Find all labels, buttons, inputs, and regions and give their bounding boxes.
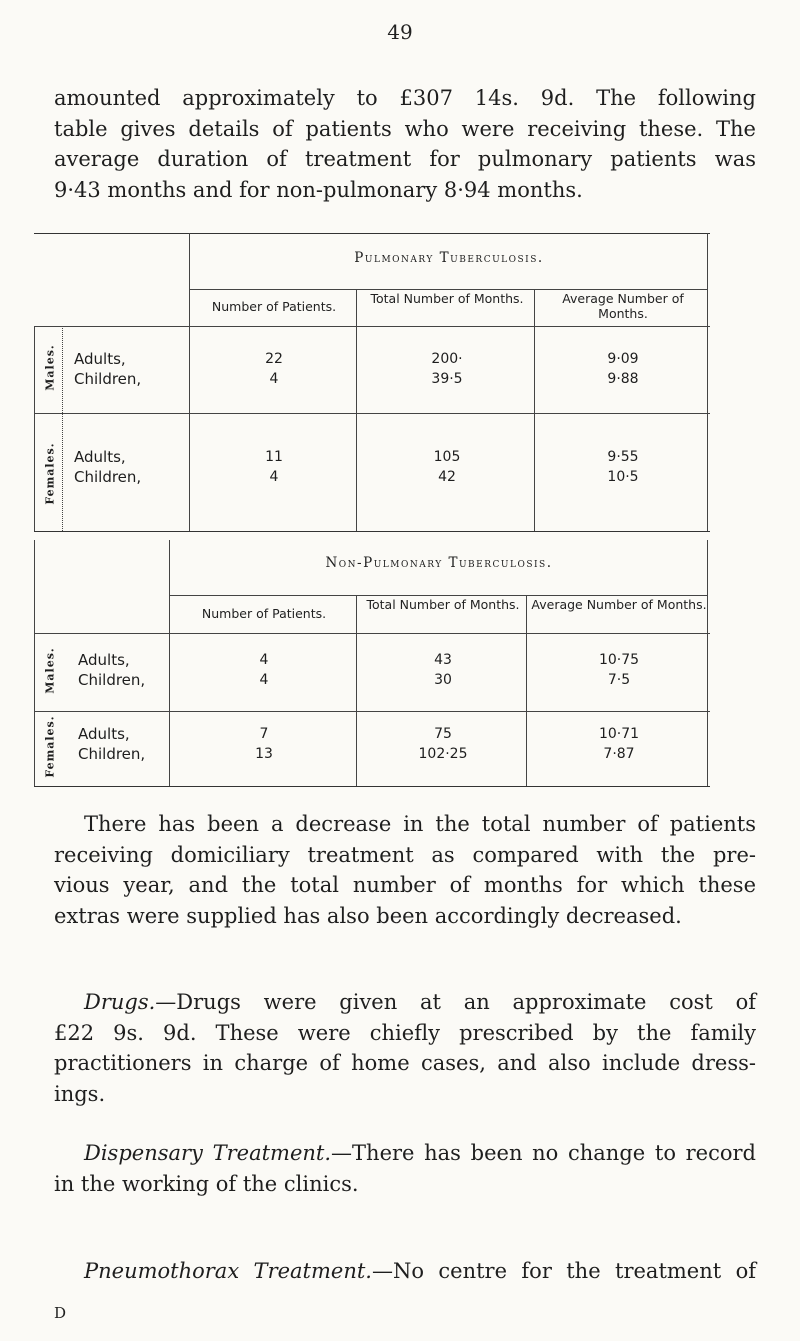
cell-average: 7·5	[607, 672, 631, 688]
cell-average: 9·09	[607, 351, 639, 367]
cell-average: 10·71	[598, 726, 640, 742]
cell-months: 39·5	[431, 371, 463, 387]
cell-months: 42	[438, 469, 456, 485]
pneumothorax-paragraph	[54, 1256, 756, 1287]
row-label-male-adults: Adults,	[74, 350, 126, 368]
body-line: £22 9s. 9d. These were chiefly prescribed by the family	[54, 1020, 756, 1045]
cell-months: 200·	[431, 351, 463, 367]
column-header-total-months: Total Number of Months.	[370, 291, 524, 306]
cell-average: 9·55	[607, 449, 639, 465]
body-line	[54, 1256, 756, 1287]
body-line: ings.	[54, 1081, 106, 1106]
column-header-total-months: Total Number of Months.	[366, 597, 520, 612]
cell-patients: 7	[259, 726, 269, 742]
group-label-males: Males.	[43, 344, 57, 391]
section-heading: Dispensary Treatment.	[84, 1141, 332, 1165]
pulmonary-table	[34, 233, 710, 533]
intro-line: 9·43 months and for non-pulmonary 8·94 months.	[54, 177, 583, 202]
group-label-females: Females.	[43, 715, 57, 778]
section-heading: Pneumothorax Treatment.	[84, 1259, 372, 1283]
cell-patients: 22	[265, 351, 283, 367]
table-title: Non-Pulmonary Tuberculosis.	[325, 555, 553, 571]
row-label-female-children: Children,	[74, 468, 142, 486]
row-label-female-children: Children,	[78, 745, 146, 763]
column-header-average-months: Average Number of Months.	[531, 597, 707, 612]
dispensary-paragraph	[54, 1138, 756, 1199]
body-line: receiving domiciliary treatment as compared with the pre-	[54, 842, 756, 867]
cell-average: 9·88	[607, 371, 639, 387]
cell-months: 105	[433, 449, 461, 465]
row-label-female-adults: Adults,	[74, 448, 126, 466]
cell-patients: 4	[269, 371, 279, 387]
cell-patients: 4	[269, 469, 279, 485]
cell-average: 10·5	[607, 469, 639, 485]
column-header-patients: Number of Patients.	[211, 299, 337, 314]
intro-line: amounted approximately to £307 14s. 9d. The following	[54, 86, 756, 110]
intro-line: average duration of treatment for pulmonary patients was	[54, 147, 756, 171]
row-label-male-children: Children,	[74, 370, 142, 388]
body-text: —Drugs were given at an approximate cost of	[155, 990, 756, 1014]
body-line: in the working of the clinics.	[54, 1171, 359, 1196]
section-heading: Drugs.	[84, 990, 156, 1014]
column-header-average-months: Average Number of Months.	[562, 291, 684, 321]
cell-average: 7·87	[603, 746, 635, 762]
column-header-patients: Number of Patients.	[201, 606, 327, 621]
body-text: —There has been no change to record	[331, 1141, 756, 1165]
cell-patients: 11	[265, 449, 283, 465]
non-pulmonary-table	[34, 540, 710, 790]
cell-months: 43	[434, 652, 452, 668]
signature-mark: D	[54, 1304, 67, 1322]
row-label-male-children: Children,	[78, 671, 146, 689]
cell-months: 102·25	[418, 746, 468, 762]
cell-patients: 4	[259, 652, 269, 668]
decrease-paragraph	[54, 809, 756, 931]
body-line: vious year, and the total number of months for which these	[54, 873, 756, 897]
body-line: extras were supplied has also been accordingly decreased.	[54, 903, 682, 928]
body-line: practitioners in charge of home cases, and also include dress-	[54, 1051, 756, 1075]
body-line	[54, 1138, 756, 1169]
cell-patients: 4	[259, 672, 269, 688]
cell-patients: 13	[255, 746, 273, 762]
page-number: 49	[387, 20, 413, 44]
body-line	[54, 987, 756, 1018]
cell-months: 30	[434, 672, 452, 688]
cell-average: 10·75	[598, 652, 640, 668]
cell-months: 75	[434, 726, 452, 742]
intro-line: table gives details of patients who were receiving these. The	[54, 116, 756, 141]
intro-paragraph	[54, 83, 756, 205]
drugs-paragraph	[54, 987, 756, 1109]
table-title: Pulmonary Tuberculosis.	[354, 250, 544, 266]
group-label-females: Females.	[43, 442, 57, 505]
row-label-male-adults: Adults,	[78, 651, 130, 669]
body-text: —No centre for the treatment of	[371, 1259, 756, 1283]
body-line: There has been a decrease in the total number of patients	[84, 812, 756, 836]
group-label-males: Males.	[43, 647, 57, 694]
row-label-female-adults: Adults,	[78, 725, 130, 743]
